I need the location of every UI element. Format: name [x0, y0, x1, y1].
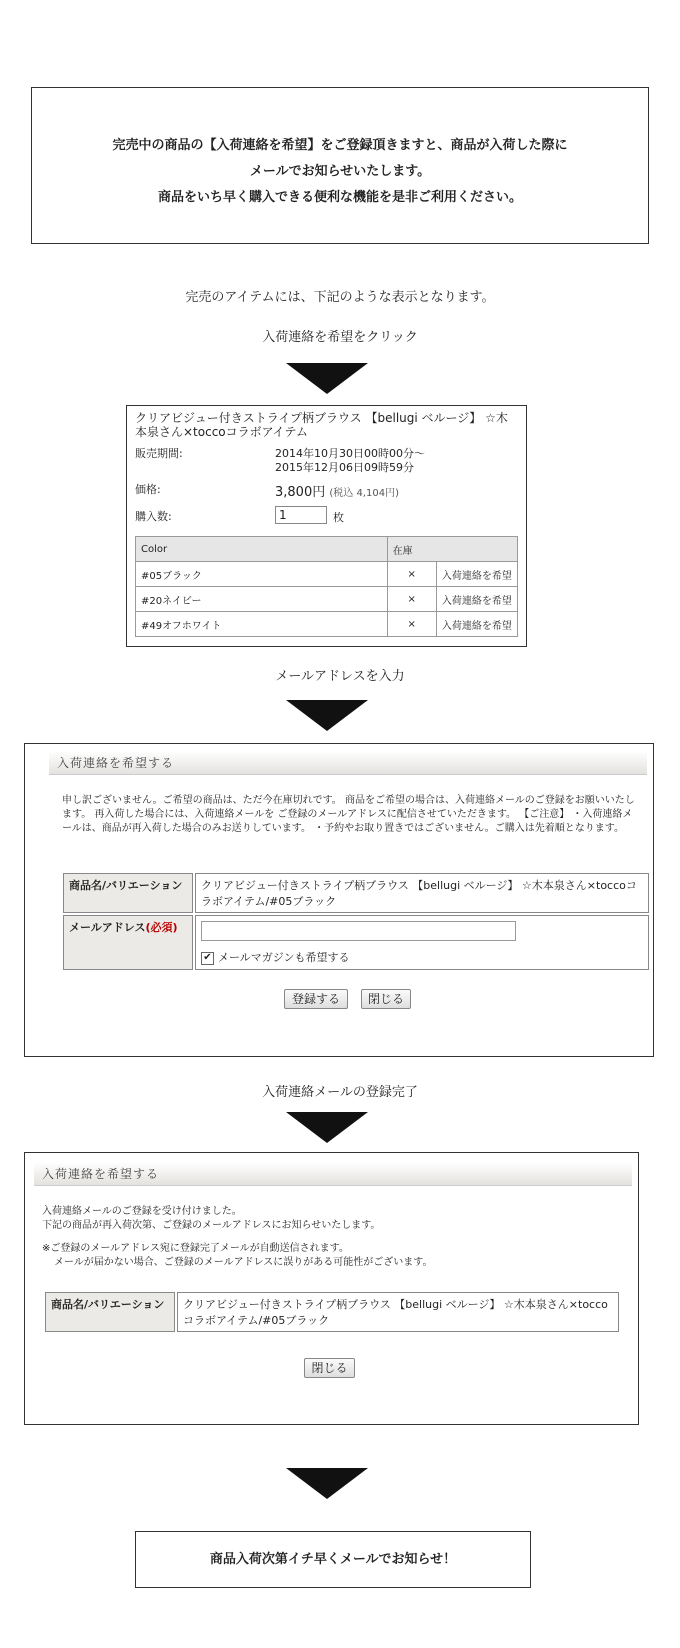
newsletter-label: メールマガジンも希望する — [218, 951, 350, 964]
step3-text: 入荷連絡メールの登録完了 — [262, 1085, 418, 1100]
table-row — [136, 562, 518, 587]
period-start: 2014年10月30日00時00分～ — [275, 447, 425, 460]
qty-unit: 枚 — [333, 511, 344, 524]
product-card — [126, 405, 527, 647]
spacer — [42, 1233, 622, 1242]
restock-request-link[interactable]: 入荷連絡を希望 — [436, 562, 517, 587]
complete-modal — [24, 1152, 639, 1425]
restock-request-link[interactable]: 入荷連絡を希望 — [436, 587, 517, 612]
final-message: 商品入荷次第イチ早くメールでお知らせ！ — [209, 1552, 457, 1567]
row-color: #20ネイビー — [136, 587, 388, 612]
intro-box — [31, 87, 649, 244]
table-row — [136, 587, 518, 612]
form-row-product — [63, 873, 649, 913]
row-stock: × — [387, 612, 436, 637]
stock-table — [135, 536, 518, 637]
modal-header: 入荷連絡を希望する — [34, 1162, 632, 1186]
complete-table — [43, 1290, 621, 1334]
row-color: #05ブラック — [136, 562, 388, 587]
complete-msg-1: 入荷連絡メールのご登録を受け付けました。 — [42, 1206, 242, 1217]
step2-text: メールアドレスを入力 — [275, 669, 405, 684]
intro-line-3: 商品をいち早く購入できる便利な機能を是非ご利用ください。 — [157, 190, 522, 205]
price-label: 価格: — [135, 483, 161, 496]
price-tax: (税込 4,104円) — [329, 488, 399, 499]
product-value: クリアビジュー付きストライプ柄ブラウス 【bellugi ベルージ】 ☆木本泉さん×toccoコラボアイテム/#05ブラック — [195, 873, 649, 913]
restock-modal — [24, 743, 654, 1057]
intro-line-2: メールでお知らせいたします。 — [249, 164, 431, 179]
restock-form — [61, 871, 651, 972]
complete-message — [42, 1205, 622, 1270]
stock-header-row — [136, 537, 518, 562]
label-email-text: メールアドレス — [69, 921, 146, 934]
product-value: クリアビジュー付きストライプ柄ブラウス 【bellugi ベルージ】 ☆木本泉さん×toccoコラボアイテム/#05ブラック — [177, 1292, 619, 1332]
form-row-email — [63, 915, 649, 970]
down-arrow-icon — [286, 700, 368, 731]
table-row — [136, 612, 518, 637]
newsletter-checkbox[interactable]: ✔ — [201, 952, 214, 965]
close-button[interactable]: 閉じる — [361, 989, 411, 1009]
period-label: 販売期間: — [135, 447, 183, 460]
row-stock: × — [387, 587, 436, 612]
step1-text: 完売のアイテムには、下記のような表示となります。 — [185, 290, 495, 305]
newsletter-option[interactable] — [201, 949, 643, 965]
qty-label: 購入数: — [135, 510, 172, 523]
down-arrow-icon — [286, 363, 368, 394]
register-button[interactable]: 登録する — [284, 989, 348, 1009]
col-color: Color — [136, 537, 388, 562]
down-arrow-icon — [286, 1468, 368, 1499]
qty-input[interactable]: 1 — [275, 506, 327, 524]
price-group — [275, 481, 399, 500]
price: 3,800円 — [275, 485, 326, 500]
email-cell — [195, 915, 649, 970]
row-stock: × — [387, 562, 436, 587]
label-product: 商品名/バリエーション — [45, 1292, 175, 1332]
restock-request-link[interactable]: 入荷連絡を希望 — [436, 612, 517, 637]
label-product: 商品名/バリエーション — [63, 873, 193, 913]
close-button[interactable]: 閉じる — [304, 1358, 355, 1378]
required-mark: (必須) — [145, 921, 178, 934]
complete-note-2: メールが届かない場合、ご登録のメールアドレスに誤りがある可能性がございます。 — [54, 1257, 433, 1268]
period-end: 2015年12月06日09時59分 — [275, 461, 414, 474]
modal-header: 入荷連絡を希望する — [49, 751, 647, 775]
step1-sub: 入荷連絡を希望をクリック — [262, 330, 418, 345]
down-arrow-icon — [286, 1112, 368, 1143]
email-field[interactable] — [201, 921, 516, 941]
final-message-box — [135, 1531, 531, 1588]
row-color: #49オフホワイト — [136, 612, 388, 637]
product-title: クリアビジュー付きストライプ柄ブラウス 【bellugi ベルージ】 ☆木本泉さん×toccoコラボアイテム — [135, 411, 508, 439]
form-row-product — [45, 1292, 619, 1332]
intro-line-1: 完売中の商品の【入荷連絡を希望】をご登録頂きますと、商品が入荷した際に — [112, 138, 568, 153]
col-stock: 在庫 — [387, 537, 517, 562]
complete-msg-2: 下記の商品が再入荷次第、ご登録のメールアドレスにお知らせいたします。 — [42, 1220, 381, 1231]
label-email — [63, 915, 193, 970]
modal-message: 申し訳ございません。ご希望の商品は、ただ今在庫切れです。 商品をご希望の場合は、入荷連絡メールのご登録をお願いいたします。 再入荷した場合には、入荷連絡メールを ご登録のメールアドレスに配信させていただきます。 【ご注意】 ・入荷連絡メールは、商品が再入荷した場合のみお送りしています。 ・予約やお取り置きではございません。ご購入は先着順となります。 — [62, 795, 635, 834]
complete-note-1: ※ご登録のメールアドレス宛に登録完了メールが自動送信されます。 — [42, 1243, 349, 1254]
